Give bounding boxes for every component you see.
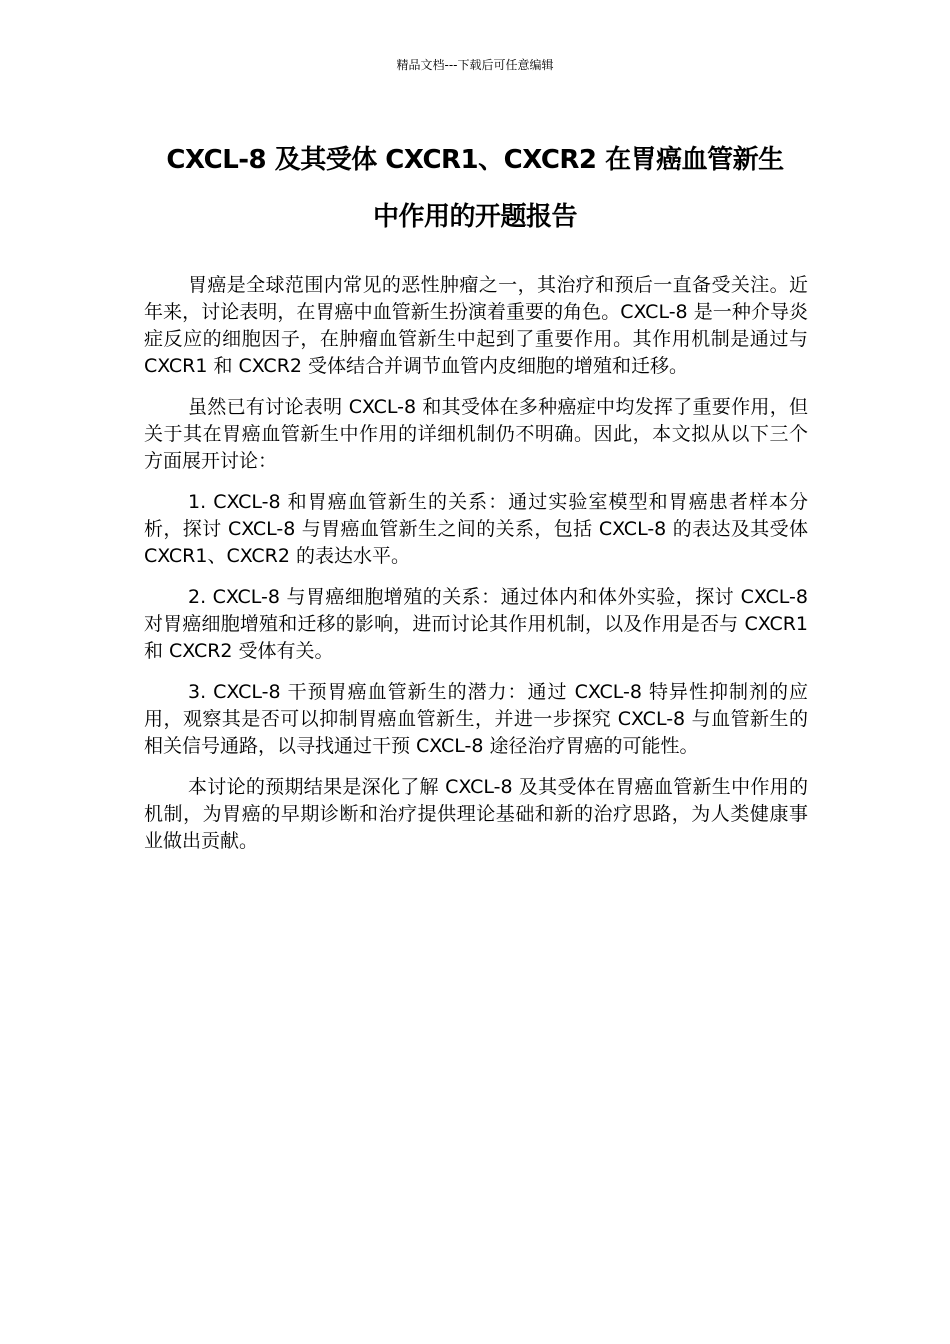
paragraph-item-2: 2. CXCL-8 与胃癌细胞增殖的关系：通过体内和体外实验，探讨 CXCL-8 对胃癌细胞增殖和迁移的影响，进而讨论其作用机制，以及作用是否与 CXCR1 和 CXCR2 受体有关。 <box>144 586 808 662</box>
title-line-2: 中作用的开题报告 <box>372 202 577 232</box>
paragraph-item-3: 3. CXCL-8 干预胃癌血管新生的潜力：通过 CXCL-8 特异性抑制剂的应用，观察其是否可以抑制胃癌血管新生，并进一步探究 CXCL-8 与血管新生的相关信号通路，以寻找通过干预 CXCL-8 途径治疗胃癌的可能性。 <box>144 681 808 757</box>
document-body <box>144 272 808 869</box>
title-line-1: CXCL-8 及其受体 CXCR1、CXCR2 在胃癌血管新生 <box>166 145 784 175</box>
paragraph-item-1: 1. CXCL-8 和胃癌血管新生的关系：通过实验室模型和胃癌患者样本分析，探讨 CXCL-8 与胃癌血管新生之间的关系，包括 CXCL-8 的表达及其受体 CXCR1、CXCR2 的表达水平。 <box>144 491 808 567</box>
page-header: 精品文档---下载后可任意编辑 <box>396 58 554 72</box>
paragraph-conclusion: 本讨论的预期结果是深化了解 CXCL-8 及其受体在胃癌血管新生中作用的机制，为胃癌的早期诊断和治疗提供理论基础和新的治疗思路，为人类健康事业做出贡献。 <box>144 776 808 852</box>
document-title <box>120 132 830 246</box>
paragraph-aims: 虽然已有讨论表明 CXCL-8 和其受体在多种癌症中均发挥了重要作用，但关于其在胃癌血管新生中作用的详细机制仍不明确。因此，本文拟从以下三个方面展开讨论： <box>144 396 808 472</box>
paragraph-intro: 胃癌是全球范围内常见的恶性肿瘤之一，其治疗和预后一直备受关注。近年来，讨论表明，在胃癌中血管新生扮演着重要的角色。CXCL-8 是一种介导炎症反应的细胞因子，在肿瘤血管新生中起到了重要作用。其作用机制是通过与 CXCR1 和 CXCR2 受体结合并调节血管内皮细胞的增殖和迁移。 <box>144 274 808 377</box>
